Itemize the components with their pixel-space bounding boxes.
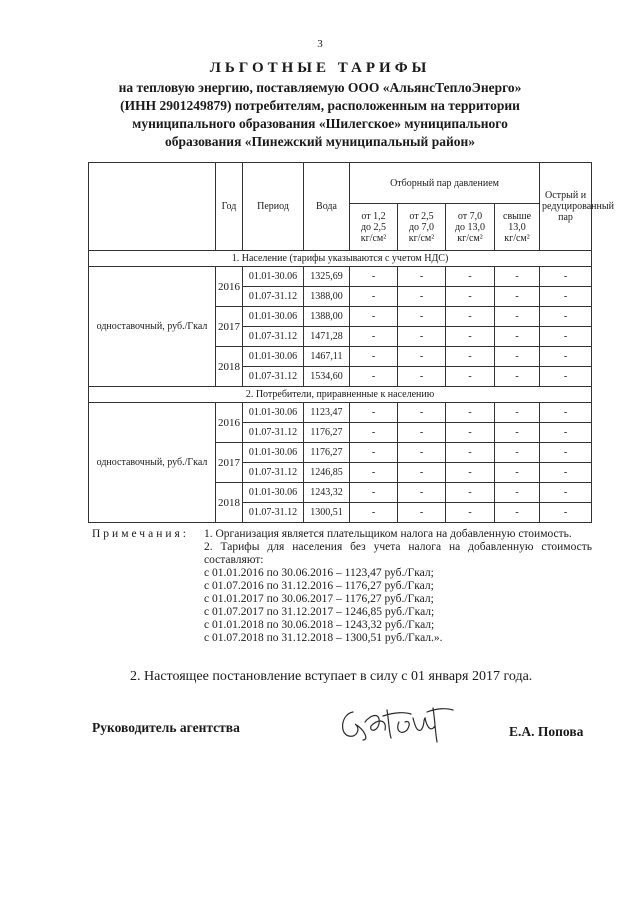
sharp-cell: - <box>540 443 592 463</box>
p3-cell: - <box>446 287 495 307</box>
p2-cell: - <box>398 327 446 347</box>
sharp-cell: - <box>540 403 592 423</box>
table-row <box>89 403 592 423</box>
heading-line-3: муниципального образования «Шилегское» муниципального <box>132 116 508 131</box>
p1-cell: - <box>350 287 398 307</box>
water-cell: 1176,27 <box>304 443 350 463</box>
p4-cell: - <box>495 307 540 327</box>
pressure-header-1: от 1,2 до 2,5 кг/см² <box>350 204 398 251</box>
handwritten-signature <box>335 700 465 748</box>
p1-cell: - <box>350 347 398 367</box>
p4-cell: - <box>495 327 540 347</box>
sharp-cell: - <box>540 367 592 387</box>
p1-cell: - <box>350 503 398 523</box>
steam-group-header: Отборный пар давлением <box>350 163 540 204</box>
sharp-cell: - <box>540 307 592 327</box>
note-line: с 01.01.2018 по 30.06.2018 – 1243,32 руб./Гкал; <box>204 619 435 631</box>
p2-cell: - <box>398 267 446 287</box>
p1-cell: - <box>350 267 398 287</box>
p3-cell: - <box>446 327 495 347</box>
p4-cell: - <box>495 463 540 483</box>
consumer-cell: одноставочный, руб./Гкал <box>89 267 216 387</box>
pressure-header-2: от 2,5 до 7,0 кг/см² <box>398 204 446 251</box>
effective-date-clause: 2. Настоящее постановление вступает в силу с 01 января 2017 года. <box>130 669 533 684</box>
water-cell: 1246,85 <box>304 463 350 483</box>
note-item-2: 2. Тарифы для населения без учета налога на добавленную стоимость составляют: <box>204 541 592 566</box>
sharp-steam-header: Острый и редуцированный пар <box>540 163 592 251</box>
heading-line-4: образования «Пинежский муниципальный район» <box>164 134 476 149</box>
note-line: с 01.07.2018 по 31.12.2018 – 1300,51 руб./Гкал.». <box>204 632 443 644</box>
water-cell: 1471,28 <box>304 327 350 347</box>
document-title: ЛЬГОТНЫЕ ТАРИФЫ <box>209 60 431 76</box>
p4-cell: - <box>495 367 540 387</box>
year-cell: 2018 <box>216 347 243 387</box>
notes-label: Примечания: <box>92 528 189 540</box>
period-cell: 01.07-31.12 <box>243 287 304 307</box>
p3-cell: - <box>446 267 495 287</box>
year-header: Год <box>216 163 243 251</box>
note-line: с 01.07.2016 по 31.12.2016 – 1176,27 руб./Гкал; <box>204 580 434 592</box>
p2-cell: - <box>398 463 446 483</box>
water-cell: 1534,60 <box>304 367 350 387</box>
year-cell: 2017 <box>216 307 243 347</box>
pressure-header-3: от 7,0 до 13,0 кг/см² <box>446 204 495 251</box>
p1-cell: - <box>350 443 398 463</box>
signatory-title: Руководитель агентства <box>92 720 240 735</box>
sharp-cell: - <box>540 463 592 483</box>
sharp-cell: - <box>540 503 592 523</box>
note-line: с 01.07.2017 по 31.12.2017 – 1246,85 руб./Гкал; <box>204 606 435 618</box>
p3-cell: - <box>446 423 495 443</box>
p3-cell: - <box>446 483 495 503</box>
p2-cell: - <box>398 367 446 387</box>
water-cell: 1123,47 <box>304 403 350 423</box>
year-cell: 2018 <box>216 483 243 523</box>
pressure-header-4: свыше 13,0 кг/см² <box>495 204 540 251</box>
p1-cell: - <box>350 327 398 347</box>
period-cell: 01.01-30.06 <box>243 443 304 463</box>
heading-line-1: на тепловую энергию, поставляемую ООО «АльянсТеплоЭнерго» <box>118 80 522 95</box>
p2-cell: - <box>398 403 446 423</box>
year-cell: 2016 <box>216 403 243 443</box>
p4-cell: - <box>495 443 540 463</box>
p4-cell: - <box>495 503 540 523</box>
p4-cell: - <box>495 403 540 423</box>
water-cell: 1176,27 <box>304 423 350 443</box>
section-title: 2. Потребители, приравненные к населению <box>89 387 592 403</box>
period-cell: 01.01-30.06 <box>243 267 304 287</box>
p2-cell: - <box>398 503 446 523</box>
consumer-header <box>89 163 216 251</box>
p1-cell: - <box>350 367 398 387</box>
period-header: Период <box>243 163 304 251</box>
consumer-cell: одноставочный, руб./Гкал <box>89 403 216 523</box>
notes-body <box>204 528 592 645</box>
sharp-cell: - <box>540 267 592 287</box>
p1-cell: - <box>350 423 398 443</box>
p2-cell: - <box>398 347 446 367</box>
period-cell: 01.07-31.12 <box>243 327 304 347</box>
period-cell: 01.01-30.06 <box>243 307 304 327</box>
sharp-cell: - <box>540 347 592 367</box>
heading-line-2: (ИНН 2901249879) потребителям, расположенным на территории <box>120 98 520 113</box>
water-cell: 1243,32 <box>304 483 350 503</box>
water-cell: 1388,00 <box>304 287 350 307</box>
water-cell: 1388,00 <box>304 307 350 327</box>
p4-cell: - <box>495 287 540 307</box>
p4-cell: - <box>495 483 540 503</box>
note-line: с 01.01.2017 по 30.06.2017 – 1176,27 руб./Гкал; <box>204 593 434 605</box>
period-cell: 01.07-31.12 <box>243 503 304 523</box>
p3-cell: - <box>446 347 495 367</box>
table-row <box>89 267 592 287</box>
period-cell: 01.07-31.12 <box>243 423 304 443</box>
p1-cell: - <box>350 307 398 327</box>
period-cell: 01.01-30.06 <box>243 347 304 367</box>
p3-cell: - <box>446 403 495 423</box>
p2-cell: - <box>398 307 446 327</box>
p3-cell: - <box>446 367 495 387</box>
water-cell: 1325,69 <box>304 267 350 287</box>
p1-cell: - <box>350 483 398 503</box>
year-cell: 2016 <box>216 267 243 307</box>
p1-cell: - <box>350 403 398 423</box>
sharp-cell: - <box>540 423 592 443</box>
water-header: Вода <box>304 163 350 251</box>
period-cell: 01.01-30.06 <box>243 483 304 503</box>
sharp-cell: - <box>540 287 592 307</box>
p1-cell: - <box>350 463 398 483</box>
p4-cell: - <box>495 423 540 443</box>
p2-cell: - <box>398 483 446 503</box>
note-line: с 01.01.2016 по 30.06.2016 – 1123,47 руб./Гкал; <box>204 567 434 579</box>
p2-cell: - <box>398 443 446 463</box>
sharp-cell: - <box>540 483 592 503</box>
page-number: 3 <box>317 38 323 50</box>
p3-cell: - <box>446 443 495 463</box>
p3-cell: - <box>446 463 495 483</box>
year-cell: 2017 <box>216 443 243 483</box>
p4-cell: - <box>495 347 540 367</box>
p3-cell: - <box>446 307 495 327</box>
sharp-cell: - <box>540 327 592 347</box>
water-cell: 1467,11 <box>304 347 350 367</box>
period-cell: 01.01-30.06 <box>243 403 304 423</box>
section-title: 1. Население (тарифы указываются с учетом НДС) <box>89 251 592 267</box>
p2-cell: - <box>398 423 446 443</box>
p3-cell: - <box>446 503 495 523</box>
signatory-name: Е.А. Попова <box>509 724 584 739</box>
p2-cell: - <box>398 287 446 307</box>
p4-cell: - <box>495 267 540 287</box>
water-cell: 1300,51 <box>304 503 350 523</box>
tariff-table <box>88 162 614 523</box>
period-cell: 01.07-31.12 <box>243 463 304 483</box>
period-cell: 01.07-31.12 <box>243 367 304 387</box>
document-heading <box>60 60 580 151</box>
note-item-1: 1. Организация является плательщиком налога на добавленную стоимость. <box>204 528 572 540</box>
